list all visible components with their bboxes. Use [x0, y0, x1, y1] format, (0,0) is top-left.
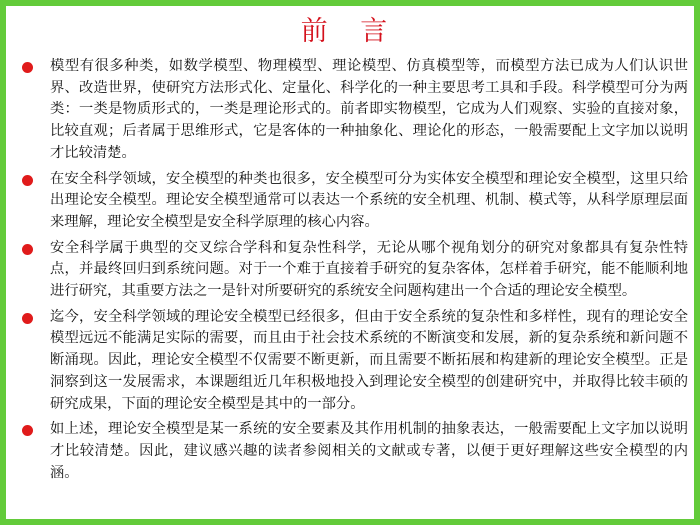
paragraph-text: 迄今，安全科学领域的理论安全模型已经很多，但由于安全系统的复杂性和多样性，现有的理论安全模型远远不能满足实际的需要，而且由于社会技术系统的不断演变和发展，新的复杂系统和新问题不断涌现。因此，理论安全模型不仅需要不断更新，而且需要不断拓展和构建新的理论安全模型。正是洞察到这一发展需求，本课题组近几年积极地投入到理论安全模型的创建研究中，并取得比较丰硕的研究成果，下面的理论安全模型是其中的一部分。: [50, 308, 688, 412]
bullet-dot-icon: [22, 244, 33, 255]
bullet-dot-icon: [22, 425, 33, 436]
paragraph-text: 如上述，理论安全模型是某一系统的安全要素及其作用机制的抽象表达，一般需要配上文字加以说明才比较清楚。因此，建议感兴趣的读者参阅相关的文献或专著，以便于更好理解这些安全模型的内涵。: [50, 421, 688, 481]
list-item: [20, 307, 688, 416]
paragraph-text: 在安全科学领域，安全模型的种类也很多，安全模型可分为实体安全模型和理论安全模型，这里只给出理论安全模型。理论安全模型通常可以表达一个系统的安全机理、机制、模式等，从科学原理层面来理解，理论安全模型是安全科学原理的核心内容。: [50, 170, 688, 230]
paragraph-text: 模型有很多种类，如数学模型、物理模型、理论模型、仿真模型等，而模型方法已成为人们认识世界、改造世界，使研究方法形式化、定量化、科学化的一种主要思考工具和手段。科学模型可分为两类：一类是物质形式的，一类是理论形式的。前者即实物模型，它成为人们观察、实验的直接对象，比较直观；后者属于思维形式，它是客体的一种抽象化、理论化的形态，一般需要配上文字加以说明才比较清楚。: [50, 58, 688, 161]
paragraph-text: 安全科学属于典型的交叉综合学科和复杂性科学，无论从哪个视角划分的研究对象都具有复杂性特点，并最终回归到系统问题。对于一个难于直接着手研究的复杂客体，怎样着手研究，能不能顺利地进行研究，其重要方法之一是针对所要研究的系统安全问题构建出一个合适的理论安全模型。: [50, 239, 688, 300]
page-title: 前 言: [300, 16, 400, 47]
list-item: [20, 169, 688, 234]
bullet-list: [20, 56, 688, 488]
bullet-dot-icon: [22, 313, 33, 324]
bullet-dot-icon: [22, 175, 33, 186]
list-item: [20, 238, 688, 303]
list-item: [20, 56, 688, 165]
list-item: [20, 419, 688, 484]
bullet-dot-icon: [22, 62, 33, 73]
